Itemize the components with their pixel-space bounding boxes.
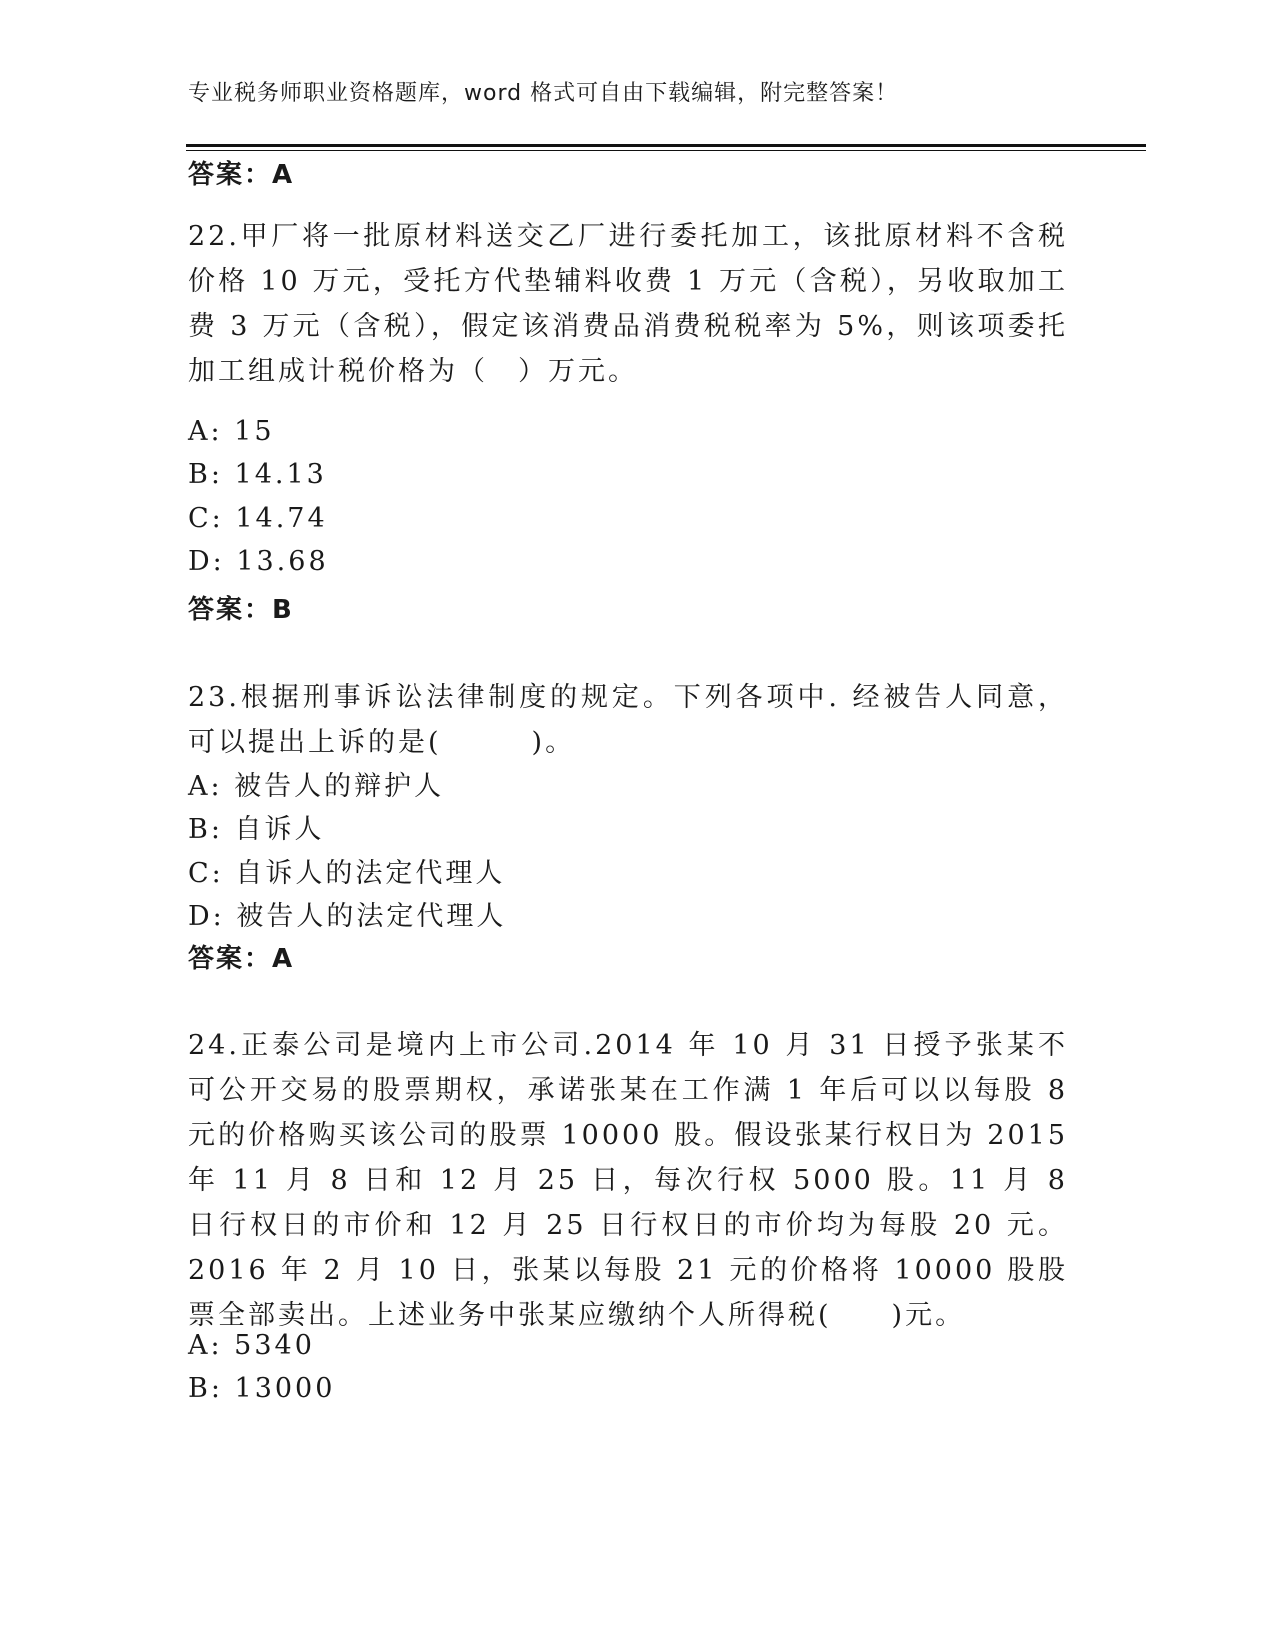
question-22-option-c: C: 14.74 (188, 503, 328, 534)
question-23-option-a: A: 被告人的辩护人 (188, 771, 445, 802)
answer-23: 答案：A (188, 944, 295, 974)
question-23-option-b: B: 自诉人 (188, 814, 325, 845)
answer-22: 答案：B (188, 595, 294, 625)
question-24-stem: 24.正泰公司是境内上市公司.2014 年 10 月 31 日授予张某不可公开交易的股票期权，承诺张某在工作满 1 年后可以以每股 8 元的价格购买该公司的股票 10000 股。假设张某行权日为 2015 年 11 月 8 日和 12 月 25 日，每次行权 5000 股。11 月 8 日行权日的市价和 12 月 25 日行权日的市价均为每股 20 元。2016 年 2 月 10 日，张某以每股 21 元的价格将 10000 股股票全部卖出。上述业务中张某应缴纳个人所得税( )元。 (188, 1030, 1068, 1331)
question-23-option-d: D: 被告人的法定代理人 (188, 901, 507, 932)
question-23-stem: 23.根据刑事诉讼法律制度的规定。下列各项中. 经被告人同意，可以提出上诉的是( )。 (188, 682, 1068, 758)
question-24-option-b: B: 13000 (188, 1373, 336, 1404)
question-23-option-c: C: 自诉人的法定代理人 (188, 858, 506, 889)
header-rule-thin (186, 150, 1146, 151)
question-22-stem: 22.甲厂将一批原材料送交乙厂进行委托加工，该批原材料不含税价格 10 万元，受托方代垫辅料收费 1 万元（含税），另收取加工费 3 万元（含税），假定该消费品消费税税率为 5%，则该项委托加工组成计税价格为（ ）万元。 (188, 221, 1068, 387)
answer-21: 答案：A (188, 160, 295, 190)
question-24-option-a: A: 5340 (188, 1330, 315, 1361)
question-22-option-b: B: 14.13 (188, 459, 327, 490)
question-22-option-d: D: 13.68 (188, 546, 329, 577)
header-rule-thick (186, 144, 1146, 147)
page-header: 专业税务师职业资格题库，word 格式可自由下载编辑，附完整答案！ (188, 81, 899, 106)
question-22-option-a: A: 15 (188, 416, 275, 447)
